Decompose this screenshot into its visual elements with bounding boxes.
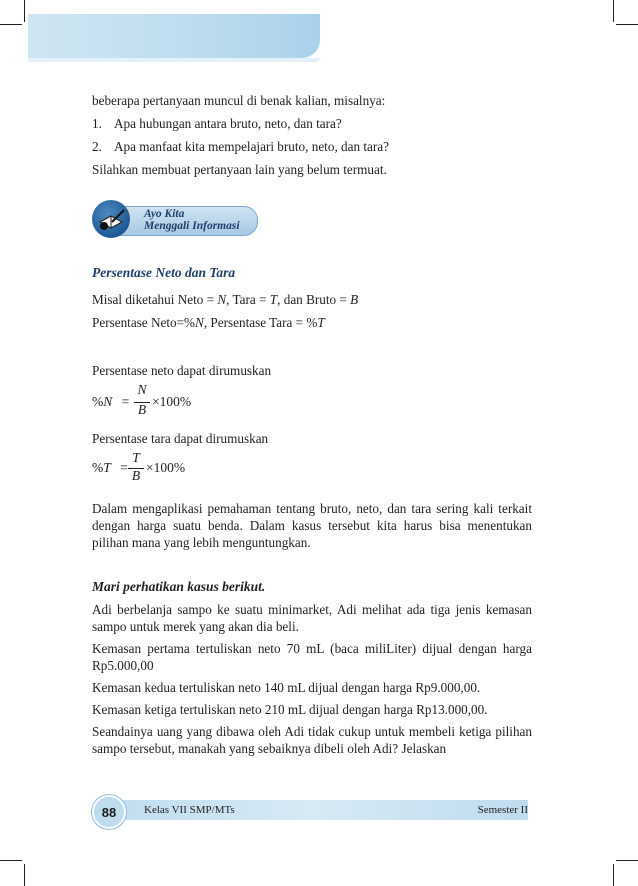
intro-line: beberapa pertanyaan muncul di benak kalian, misalnya: xyxy=(92,93,386,108)
formula-times: ×100% xyxy=(152,394,192,409)
formula-percent: % xyxy=(92,394,104,409)
def-var: T xyxy=(317,315,325,330)
def-text: , Persentase Tara = % xyxy=(203,315,318,330)
neto-intro: Persentase neto dapat dirumuskan xyxy=(92,363,272,378)
crop-mark xyxy=(24,864,25,886)
fraction-bar xyxy=(134,402,150,403)
ayo-kita-box xyxy=(92,200,258,240)
definition-line-1 xyxy=(92,291,532,308)
fraction-numerator: T xyxy=(132,450,140,465)
tara-intro: Persentase tara dapat dirumuskan xyxy=(92,431,269,446)
crop-mark xyxy=(0,24,22,25)
formula-equals: = xyxy=(121,394,130,409)
section-title: Persentase Neto dan Tara xyxy=(92,265,236,280)
case-block xyxy=(92,578,532,757)
list-text: Apa hubungan antara bruto, neto, dan tara? xyxy=(114,116,342,131)
application-block xyxy=(92,500,532,551)
case-title: Mari perhatikan kasus berikut. xyxy=(92,579,266,594)
def-var: N xyxy=(217,292,227,307)
case-paragraph-5: Seandainya uang yang dibawa oleh Adi tidak cukup untuk membeli ketiga pilihan sampo tersebut, manakah yang sebaiknya dibeli oleh Adi? Jelaskan xyxy=(92,724,532,756)
formula-var: N xyxy=(103,394,113,409)
page-number: 88 xyxy=(92,795,126,829)
list-number: 2. xyxy=(92,139,102,154)
case-paragraph-2: Kemasan pertama tertuliskan neto 70 mL (baca miliLiter) dijual dengan harga Rp5.000,00 xyxy=(92,641,532,673)
fraction-bar xyxy=(128,468,144,469)
def-text: Misal diketahui Neto = xyxy=(92,292,218,307)
definition-line-2 xyxy=(92,314,532,331)
formula-fraction xyxy=(134,382,150,418)
fraction-denominator: B xyxy=(131,468,141,483)
formula-times: ×100% xyxy=(146,460,186,475)
fraction-denominator: B xyxy=(137,402,147,417)
crop-mark xyxy=(613,0,614,22)
ayo-label xyxy=(144,208,240,232)
fraction-numerator: N xyxy=(137,382,147,397)
def-var: T xyxy=(269,292,278,307)
crop-mark xyxy=(24,0,25,22)
footer-semester: Semester II xyxy=(477,804,528,816)
formula-percent: % xyxy=(92,460,104,475)
crop-mark xyxy=(0,860,22,861)
list-number: 1. xyxy=(92,116,102,131)
section-block xyxy=(92,264,532,331)
crop-mark xyxy=(616,860,638,861)
book-magnifier-icon xyxy=(92,200,130,238)
ayo-label-line2: Menggali Informasi xyxy=(144,220,240,232)
case-paragraph-3: Kemasan kedua tertuliskan neto 140 mL dijual dengan harga Rp9.000,00. xyxy=(92,680,481,695)
formula-lhs xyxy=(92,460,128,476)
book-icon-circle xyxy=(92,200,130,238)
list-text: Apa manfaat kita mempelajari bruto, neto, dan tara? xyxy=(114,139,389,154)
header-band xyxy=(28,14,320,58)
formula-var: T xyxy=(103,460,111,475)
neto-intro-block xyxy=(92,362,532,379)
tara-intro-block xyxy=(92,430,532,447)
list-item xyxy=(92,115,532,132)
crop-mark xyxy=(616,24,638,25)
case-paragraph-1: Adi berbelanja sampo ke suatu minimarket, Adi melihat ada tiga jenis kemasan sampo untuk merek yang akan dia beli. xyxy=(92,602,532,634)
intro-block xyxy=(92,92,532,178)
footer-book-title: Kelas VII SMP/MTs xyxy=(144,804,235,816)
def-var: N xyxy=(195,315,204,330)
formula-fraction xyxy=(128,450,144,484)
def-text: , Tara = xyxy=(226,292,270,307)
ayo-label-line1: Ayo Kita xyxy=(144,208,185,220)
formula-lhs xyxy=(92,394,129,410)
def-var: B xyxy=(350,292,359,307)
crop-mark xyxy=(613,864,614,886)
application-paragraph: Dalam mengaplikasi pemahaman tentang bruto, neto, dan tara sering kali terkait dengan harga suatu benda. Dalam kasus tersebut kita harus bisa menentukan pilihan mana yang lebih menguntungkan. xyxy=(92,501,532,550)
case-paragraph-4: Kemasan ketiga tertuliskan neto 210 mL dijual dengan harga Rp13.000,00. xyxy=(92,702,488,717)
list-item xyxy=(92,138,532,155)
formula-equals: = xyxy=(120,460,128,475)
def-text: , dan Bruto = xyxy=(277,292,351,307)
def-text: Persentase Neto=% xyxy=(92,315,196,330)
intro-prompt: Silahkan membuat pertanyaan lain yang belum termuat. xyxy=(92,162,387,177)
